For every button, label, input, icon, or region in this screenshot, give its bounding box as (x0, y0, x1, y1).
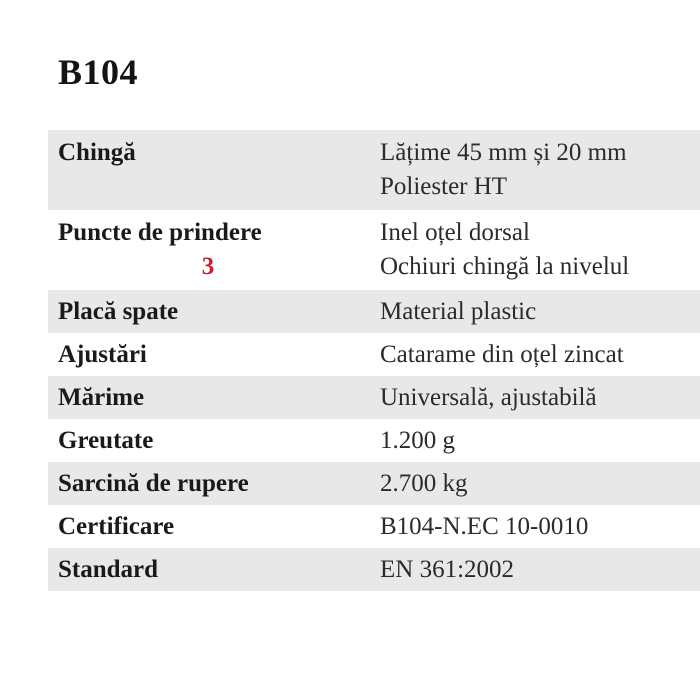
webbing-label: Chingă (58, 139, 136, 166)
spec-label-webbing (48, 136, 380, 210)
spec-label-breaking-load (48, 467, 380, 505)
adjustments-value: Catarame din oțel zincat (380, 341, 624, 368)
size-label: Mărime (58, 384, 145, 411)
certification-label: Certificare (58, 513, 175, 540)
breaking-load-label: Sarcină de rupere (58, 470, 249, 497)
back-plate-value: Material plastic (380, 298, 537, 325)
certification-value: B104-N.EC 10-0010 (380, 513, 589, 540)
spec-row-breaking-load (48, 462, 700, 505)
breaking-load-value: 2.700 kg (380, 470, 468, 497)
spec-label-size (48, 381, 380, 419)
spec-label-adjustments (48, 338, 380, 376)
product-title: B104 (58, 52, 139, 92)
spec-row-certification (48, 505, 700, 548)
attachment-points-label: Puncte de prindere (58, 219, 262, 246)
spec-value-certification (380, 510, 700, 548)
spec-value-adjustments (380, 338, 700, 376)
spec-row-weight (48, 419, 700, 462)
spec-value-breaking-load (380, 467, 700, 505)
webbing-material: Poliester HT (380, 173, 508, 200)
spec-row-back-plate (48, 290, 700, 333)
spec-value-attachment-points (380, 216, 700, 290)
standard-label: Standard (58, 556, 159, 583)
spec-row-standard (48, 548, 700, 591)
spec-label-standard (48, 553, 380, 591)
weight-label: Greutate (58, 427, 154, 454)
attachment-loops: Ochiuri chingă la nivelul (380, 253, 630, 280)
adjustments-label: Ajustări (58, 341, 147, 368)
spec-value-back-plate (380, 295, 700, 333)
size-value: Universală, ajustabilă (380, 384, 597, 411)
spec-label-weight (48, 424, 380, 462)
attachment-points-count: 3 (201, 253, 215, 280)
spec-label-back-plate (48, 295, 380, 333)
spec-value-webbing (380, 136, 700, 210)
spec-value-weight (380, 424, 700, 462)
standard-value: EN 361:2002 (380, 556, 515, 583)
weight-value: 1.200 g (380, 427, 455, 454)
spec-value-standard (380, 553, 700, 591)
spec-label-certification (48, 510, 380, 548)
spec-row-size (48, 376, 700, 419)
spec-row-attachment-points (48, 210, 700, 290)
spec-table (48, 130, 700, 591)
back-plate-label: Placă spate (58, 298, 179, 325)
spec-value-size (380, 381, 700, 419)
spec-row-adjustments (48, 333, 700, 376)
webbing-width: Lățime 45 mm și 20 mm (380, 139, 627, 166)
attachment-dorsal: Inel oțel dorsal (380, 219, 530, 246)
spec-row-webbing (48, 130, 700, 210)
spec-label-attachment-points (48, 216, 380, 290)
